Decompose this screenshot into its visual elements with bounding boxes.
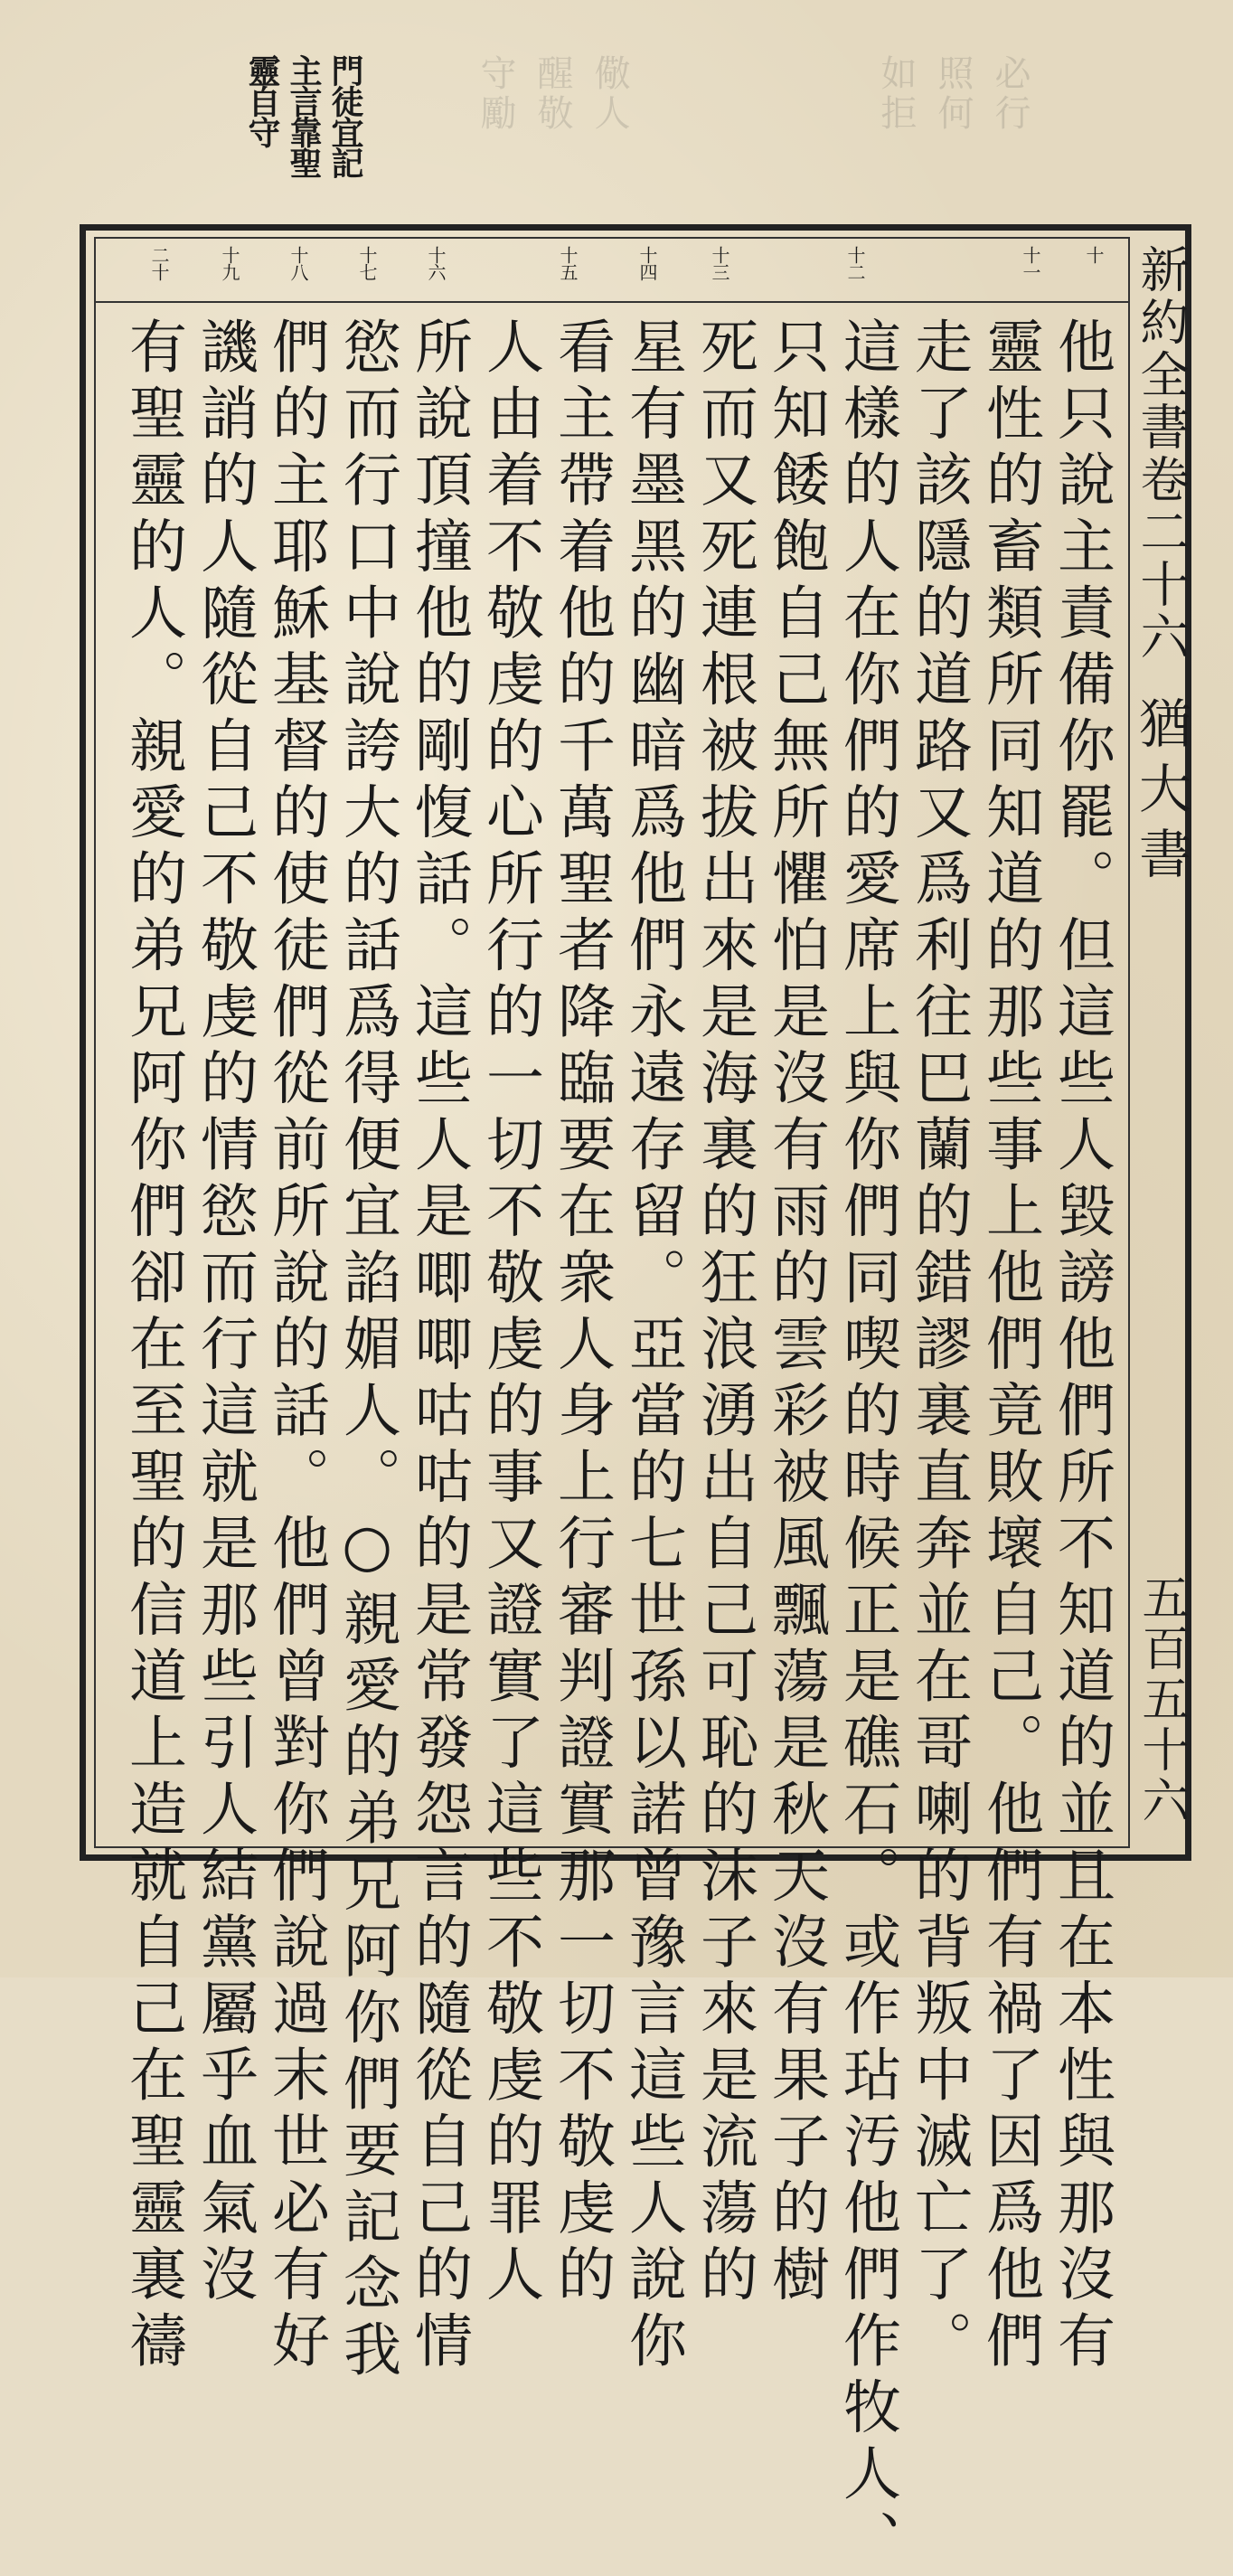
text-column: 所說頂撞他的剛愎話。這些人是唧唧咕咕的是常發怨言的隨從自己的情	[405, 316, 472, 2377]
book-title: 新約全書卷二十六	[1133, 244, 1190, 664]
verse-number: 十八	[287, 246, 309, 280]
verse-number: 十七	[356, 246, 378, 280]
running-head	[1130, 244, 1191, 1845]
bleed-group-left	[470, 54, 635, 134]
text-column: 看主帶着他的千萬聖者降臨要在衆人身上行審判證實那一切不敬虔的	[548, 316, 615, 2310]
body-text	[118, 316, 1121, 2576]
text-column: 死而又死連根被拔出來是海裏的狂浪湧出自己可恥的沫子來是流蕩的	[691, 316, 758, 2310]
bleed-line: 儆人	[588, 54, 630, 134]
verse-number-rule	[94, 301, 1130, 303]
text-column: 慾而行口中說誇大的話爲得便宜諂媚人。○親愛的弟兄阿你們要記念我	[334, 316, 400, 2386]
verse-number: 十一	[1020, 246, 1041, 280]
margin-note	[242, 54, 362, 177]
verse-number: 十九	[219, 246, 240, 280]
margin-note-line-1: 門徒宜記	[326, 54, 364, 177]
margin-note-line-3: 靈自守	[243, 54, 281, 146]
text-column: 人由着不敬虔的心所行的一切不敬虔的事又證實了這些不敬虔的罪人	[476, 316, 543, 2310]
text-column: 靈性的畜類所同知道的那些事上他們竟敗壞自己。他們有禍了因爲他們	[976, 316, 1043, 2377]
margin-note-line-2: 主言靠聖	[285, 54, 323, 177]
text-column: 星有墨黑的幽暗爲他們永遠存留。亞當的七世孫以諾曾豫言這些人說你	[619, 316, 686, 2377]
verse-numbers	[136, 246, 1121, 298]
chapter-title: 猶大書	[1130, 696, 1191, 892]
text-column: 有聖靈的人。親愛的弟兄阿你們卻在至聖的信道上造就自己在聖靈裏禱	[119, 316, 186, 2377]
text-column: 他只說主責備你罷。但這些人毀謗他們所不知道的並且在本性與那沒有	[1048, 316, 1115, 2377]
verse-number: 十三	[709, 246, 730, 280]
text-column: 走了該隱的道路又爲利往巴蘭的錯謬裏直奔並在哥喇的背叛中滅亡了。	[905, 316, 972, 2377]
verse-number: 十四	[636, 246, 658, 280]
page-number: 五百五十六	[1134, 1573, 1188, 1826]
bleed-line: 如拒	[875, 54, 917, 134]
verse-number: 十五	[557, 246, 579, 280]
bleed-line: 守勵	[475, 54, 516, 134]
verse-number: 十六	[425, 246, 447, 280]
bleed-group-right	[871, 54, 1036, 134]
bleed-line: 照何	[932, 54, 974, 134]
bleed-line: 必行	[989, 54, 1031, 134]
text-column: 們的主耶穌基督的使徒們從前所說的話。他們曾對你們說過末世必有好	[262, 316, 329, 2377]
verse-number: 十二	[844, 246, 866, 280]
verse-number: 二十	[148, 246, 170, 280]
text-column: 這樣的人在你們的愛席上與你們同喫的時候正是礁石。或作玷汚他們作牧人、	[833, 316, 900, 2576]
bleed-through-text	[470, 54, 1036, 134]
verse-number: 十	[1083, 246, 1105, 263]
text-column: 譏誚的人隨從自己不敬虔的情慾而行這就是那些引人結黨屬乎血氣沒	[191, 316, 258, 2310]
text-column: 只知餧飽自己無所懼怕是沒有雨的雲彩被風飄蕩是秋天沒有果子的樹	[762, 316, 829, 2310]
bleed-line: 醒敬	[532, 54, 573, 134]
